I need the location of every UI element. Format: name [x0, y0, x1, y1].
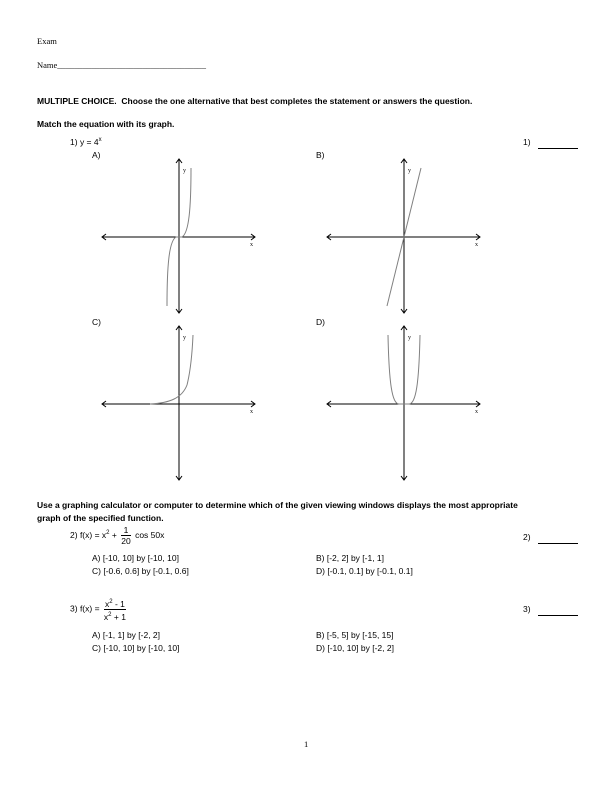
q2-answer-blank[interactable]	[538, 543, 578, 544]
q2-choice-c[interactable]: C) [-0.6, 0.6] by [-0.1, 0.6]	[92, 566, 189, 576]
q2-number: 2)	[70, 529, 78, 540]
graph-d	[325, 323, 485, 483]
graph-b-y-label: y	[408, 168, 411, 174]
graph-d-y-label: y	[408, 335, 411, 341]
q3-answer-number: 3)	[523, 604, 531, 614]
q1-choice-c-label[interactable]: C)	[92, 317, 101, 327]
q1-number: 1)	[70, 137, 78, 147]
section-heading	[37, 96, 472, 106]
q1-answer-number: 1)	[523, 137, 531, 147]
graph-c-curve	[150, 335, 193, 404]
q3-number: 3)	[70, 603, 78, 614]
q3-choice-b[interactable]: B) [-5, 5] by [-15, 15]	[316, 630, 394, 640]
q1-choice-b-label[interactable]: B)	[316, 150, 325, 160]
q1-choice-a-label[interactable]: A)	[92, 150, 101, 160]
q2-f-exp: 2	[106, 529, 110, 536]
name-blank: ___________________________________	[57, 60, 207, 70]
q2-f-plus: +	[111, 529, 117, 540]
q2-choice-a[interactable]: A) [-10, 10] by [-10, 10]	[92, 553, 179, 563]
q2-frac-num: 1	[121, 525, 130, 536]
q2-stem	[70, 525, 164, 546]
q3-choice-c[interactable]: C) [-10, 10] by [-10, 10]	[92, 643, 180, 653]
q1-answer-blank[interactable]	[538, 148, 578, 149]
graph-b	[325, 156, 485, 316]
q1-exponent: x	[98, 137, 102, 144]
q3-denominator: $x^2 + 1$	[103, 611, 126, 622]
q2-fraction	[121, 525, 130, 546]
section2-instruction-line2: graph of the specified function.	[37, 513, 164, 523]
q2-frac-den: 20	[121, 536, 131, 546]
graph-a	[100, 156, 260, 316]
section2-instruction-line1: Use a graphing calculator or computer to determine which of the given viewing windows displays the most appropriate	[37, 500, 518, 510]
section1-instruction: Match the equation with its graph.	[37, 119, 175, 129]
q3-fraction	[104, 597, 126, 622]
page-number: 1	[304, 739, 309, 749]
q3-f-prefix: f(x) =	[79, 603, 100, 614]
q2-choice-b[interactable]: B) [-2, 2] by [-1, 1]	[316, 553, 385, 563]
name-field[interactable]	[37, 60, 206, 70]
q3-choice-d[interactable]: D) [-10, 10] by [-2, 2]	[316, 643, 394, 653]
graph-b-x-label: x	[475, 242, 478, 248]
graph-d-x-label: x	[475, 409, 478, 415]
q1-choice-d-label[interactable]: D)	[316, 317, 325, 327]
q2-answer-number: 2)	[523, 532, 531, 542]
q3-stem	[70, 597, 128, 622]
section-heading-bold: MULTIPLE CHOICE.	[37, 96, 117, 106]
graph-c-x-label: x	[250, 409, 253, 415]
q1-equation: y = 4	[79, 137, 99, 147]
name-label: Name	[37, 60, 58, 70]
graph-a-y-label: y	[183, 168, 186, 174]
graph-c	[100, 323, 260, 483]
q3-answer-blank[interactable]	[538, 615, 578, 616]
section-heading-rest: Choose the one alternative that best completes the statement or answers the question.	[121, 96, 473, 106]
q1-stem	[70, 137, 102, 147]
graph-a-x-label: x	[250, 242, 253, 248]
q2-choice-d[interactable]: D) [-0.1, 0.1] by [-0.1, 0.1]	[316, 566, 413, 576]
graph-c-y-label: y	[183, 335, 186, 341]
q2-f-suffix: cos 50x	[135, 529, 165, 540]
exam-label: Exam	[37, 36, 57, 46]
q3-numerator: $x^2 - 1$	[104, 598, 125, 609]
q3-choice-a[interactable]: A) [-1, 1] by [-2, 2]	[92, 630, 161, 640]
q2-f-prefix: f(x) = x	[79, 529, 107, 540]
